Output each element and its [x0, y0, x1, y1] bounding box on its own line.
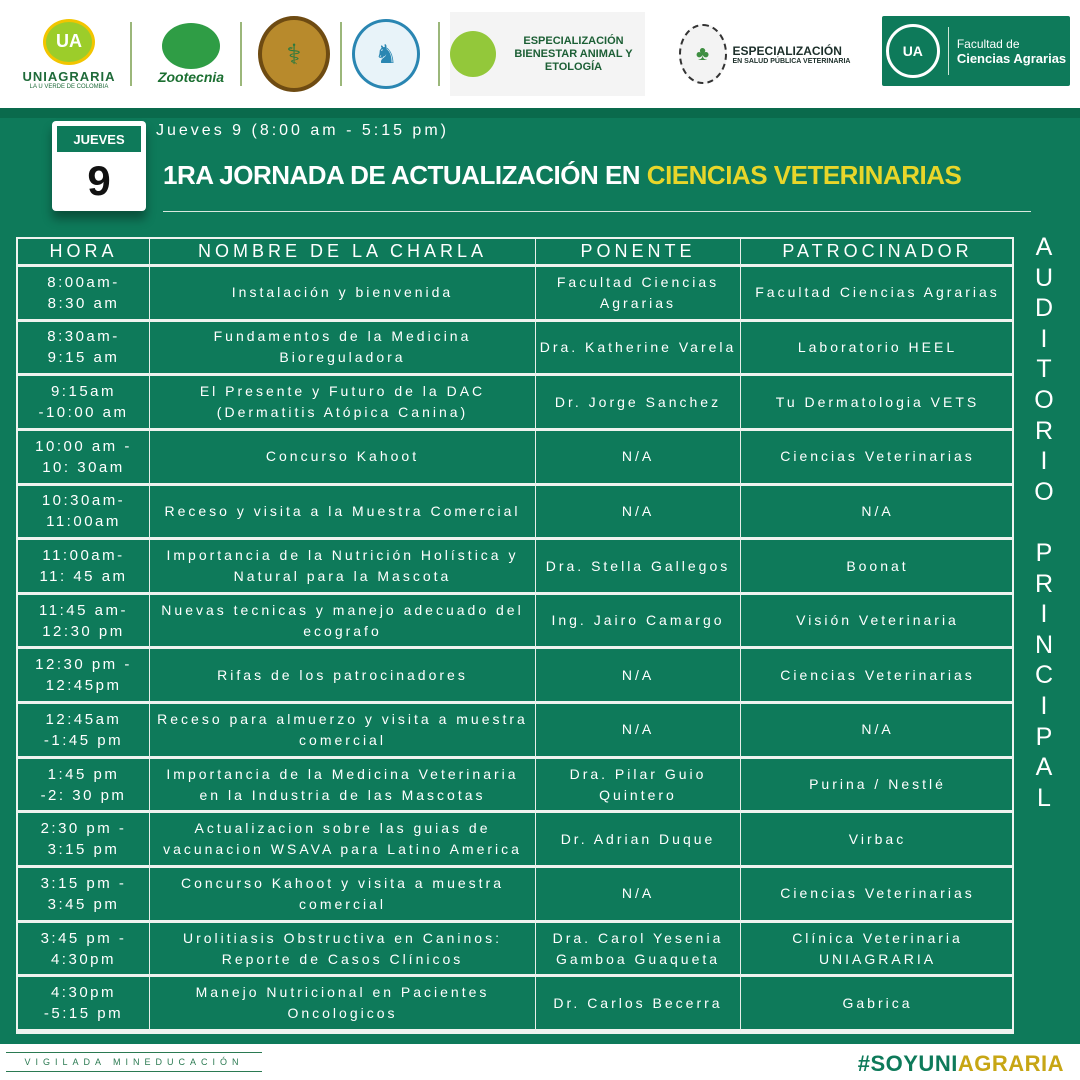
cell-charla: Actualizacion sobre las guias de vacunacion WSAVA para Latino America [150, 813, 536, 868]
hashtag [858, 1051, 1064, 1077]
cell-hora: 10:00 am - 10: 30am [18, 431, 150, 486]
facultad-line1: Facultad de [956, 36, 1020, 51]
header-charla: NOMBRE DE LA CHARLA [150, 239, 536, 267]
logo-divider [340, 22, 342, 86]
cell-ponente: Ing. Jairo Camargo [536, 595, 741, 650]
venue-letter: A [1035, 753, 1053, 782]
cell-charla: Manejo Nutricional en Pacientes Oncologicos [150, 977, 536, 1032]
cell-patrocinador: Ciencias Veterinarias [741, 431, 1014, 486]
cell-patrocinador: Laboratorio HEEL [741, 322, 1014, 377]
tree-icon: ♣ [679, 24, 727, 84]
cell-patrocinador: Virbac [741, 813, 1014, 868]
cell-hora: 11:45 am- 12:30 pm [18, 595, 150, 650]
cell-ponente: Dra. Katherine Varela [536, 322, 741, 377]
cell-ponente: Dra. Pilar Guio Quintero [536, 759, 741, 814]
cell-ponente: N/A [536, 868, 741, 923]
cell-patrocinador: Purina / Nestlé [741, 759, 1014, 814]
cell-charla: Receso y visita a la Muestra Comercial [150, 486, 536, 541]
cell-hora: 8:00am- 8:30 am [18, 267, 150, 322]
ua-green-badge-icon [450, 31, 496, 77]
cell-charla: Concurso Kahoot [150, 431, 536, 486]
cell-charla: Urolitiasis Obstructiva en Caninos: Reporte de Casos Clínicos [150, 923, 536, 978]
venue-letter: R [1034, 569, 1054, 598]
hashtag-part1: #SOYUNI [857, 1051, 958, 1076]
cell-ponente: N/A [536, 649, 741, 704]
venue-letter [1041, 507, 1048, 538]
cell-charla: Concurso Kahoot y visita a muestra comercial [150, 868, 536, 923]
calendar-day: 9 [87, 157, 111, 204]
cell-charla: Rifas de los patrocinadores [150, 649, 536, 704]
cell-ponente: Dra. Carol Yesenia Gamboa Guaqueta [536, 923, 741, 978]
cell-ponente: N/A [536, 431, 741, 486]
uniagraria-logo [14, 12, 124, 96]
cell-patrocinador: N/A [741, 486, 1014, 541]
salud-publica-logo [662, 12, 867, 96]
cell-hora: 2:30 pm - 3:15 pm [18, 813, 150, 868]
cell-ponente: Dr. Jorge Sanchez [536, 376, 741, 431]
animals-silhouette-icon: ♞ [352, 19, 420, 89]
venue-letter: N [1034, 630, 1054, 659]
zootecnia-logo [150, 12, 232, 96]
title-underline [163, 211, 1031, 212]
cell-hora: 10:30am- 11:00am [18, 486, 150, 541]
schedule-grid [18, 239, 1014, 1032]
cell-patrocinador: Ciencias Veterinarias [741, 868, 1014, 923]
cell-charla: Nuevas tecnicas y manejo adecuado del ecografo [150, 595, 536, 650]
logo-divider [438, 22, 440, 86]
cell-ponente: Dr. Adrian Duque [536, 813, 741, 868]
cell-charla: El Presente y Futuro de la DAC (Dermatitis Atópica Canina) [150, 376, 536, 431]
cell-patrocinador: Boonat [741, 540, 1014, 595]
header-patrocinador: PATROCINADOR [741, 239, 1014, 267]
event-schedule-subtitle: Jueves 9 (8:00 am - 5:15 pm) [156, 122, 449, 139]
calendar-weekday: JUEVES [57, 126, 141, 152]
cell-patrocinador: Tu Dermatologia VETS [741, 376, 1014, 431]
venue-letter: I [1040, 600, 1048, 629]
cell-patrocinador: Clínica Veterinaria UNIAGRARIA [741, 923, 1014, 978]
cell-hora: 12:30 pm - 12:45pm [18, 649, 150, 704]
hashtag-part2: AGRARIA [957, 1051, 1064, 1076]
venue-vertical-label [1030, 232, 1058, 1042]
header-ponente: PONENTE [536, 239, 741, 267]
cell-patrocinador: N/A [741, 704, 1014, 759]
cell-ponente: Facultad Ciencias Agrarias [536, 267, 741, 322]
venue-letter: U [1034, 263, 1054, 292]
facultad-logo [882, 16, 1070, 86]
logo-divider [240, 22, 242, 86]
zootecnia-name: Zootecnia [157, 69, 225, 85]
cell-charla: Instalación y bienvenida [150, 267, 536, 322]
cell-hora: 8:30am- 9:15 am [18, 322, 150, 377]
bienestar-animal-logo [450, 12, 645, 96]
venue-letter: L [1037, 783, 1051, 812]
header-band [0, 108, 1080, 118]
header-hora: HORA [18, 239, 150, 267]
cell-patrocinador: Facultad Ciencias Agrarias [741, 267, 1014, 322]
venue-letter: A [1035, 233, 1053, 261]
veterinary-seal-logo [258, 12, 330, 96]
salud-publica-title: ESPECIALIZACIÓN [732, 43, 842, 58]
uniagraria-tagline: LA U VERDE DE COLOMBIA [29, 83, 109, 90]
venue-letter: O [1034, 385, 1054, 414]
caduceus-icon: ⚕ [258, 16, 330, 92]
cell-patrocinador: Visión Veterinaria [741, 595, 1014, 650]
salud-publica-subtitle: EN SALUD PÚBLICA VETERINARIA [732, 57, 851, 65]
cell-hora: 4:30pm -5:15 pm [18, 977, 150, 1032]
cell-charla: Importancia de la Nutrición Holística y Natural para la Mascota [150, 540, 536, 595]
zootecnia-animals-icon [162, 23, 220, 69]
facultad-line2: Ciencias Agrarias [956, 50, 1067, 66]
event-title-main: 1RA JORNADA DE ACTUALIZACIÓN EN [163, 160, 647, 190]
venue-letter: I [1040, 447, 1048, 476]
cell-charla: Fundamentos de la Medicina Bioreguladora [150, 322, 536, 377]
cell-hora: 12:45am -1:45 pm [18, 704, 150, 759]
cell-charla: Importancia de la Medicina Veterinaria en la Industria de las Mascotas [150, 759, 536, 814]
cell-hora: 3:45 pm - 4:30pm [18, 923, 150, 978]
cell-hora: 1:45 pm -2: 30 pm [18, 759, 150, 814]
schedule-table [16, 237, 1014, 1034]
facultad-seal-icon: UA [886, 24, 940, 78]
calendar-badge [52, 121, 146, 211]
cell-ponente: Dra. Stella Gallegos [536, 540, 741, 595]
cell-ponente: N/A [536, 704, 741, 759]
venue-letter: O [1034, 477, 1054, 506]
venue-letter: T [1036, 355, 1052, 384]
cell-charla: Receso para almuerzo y visita a muestra comercial [150, 704, 536, 759]
facultad-divider [948, 27, 949, 75]
venue-letter: P [1035, 722, 1053, 751]
animal-welfare-logo [352, 12, 420, 96]
venue-letter: C [1034, 661, 1054, 690]
cell-patrocinador: Ciencias Veterinarias [741, 649, 1014, 704]
event-title [163, 160, 961, 191]
cell-hora: 3:15 pm - 3:45 pm [18, 868, 150, 923]
cell-hora: 11:00am- 11: 45 am [18, 540, 150, 595]
venue-letter: P [1035, 538, 1053, 567]
cell-patrocinador: Gabrica [741, 977, 1014, 1032]
event-title-highlight: CIENCIAS VETERINARIAS [646, 160, 962, 190]
cell-hora: 9:15am -10:00 am [18, 376, 150, 431]
venue-letter: R [1034, 416, 1054, 445]
venue-letter: D [1034, 294, 1054, 323]
cell-ponente: Dr. Carlos Becerra [536, 977, 741, 1032]
uniagraria-name: UNIAGRARIA [22, 68, 116, 84]
cell-ponente: N/A [536, 486, 741, 541]
logo-divider [130, 22, 132, 86]
venue-letter: I [1040, 324, 1048, 353]
logo-header-bar [0, 0, 1080, 108]
venue-letter: I [1040, 691, 1048, 720]
vigilada-label: VIGILADA MINEDUCACIÓN [6, 1052, 262, 1072]
ua-badge: UA [43, 19, 95, 65]
bienestar-animal-text: ESPECIALIZACIÓN BIENESTAR ANIMAL Y ETOLOGÍA [514, 34, 633, 73]
